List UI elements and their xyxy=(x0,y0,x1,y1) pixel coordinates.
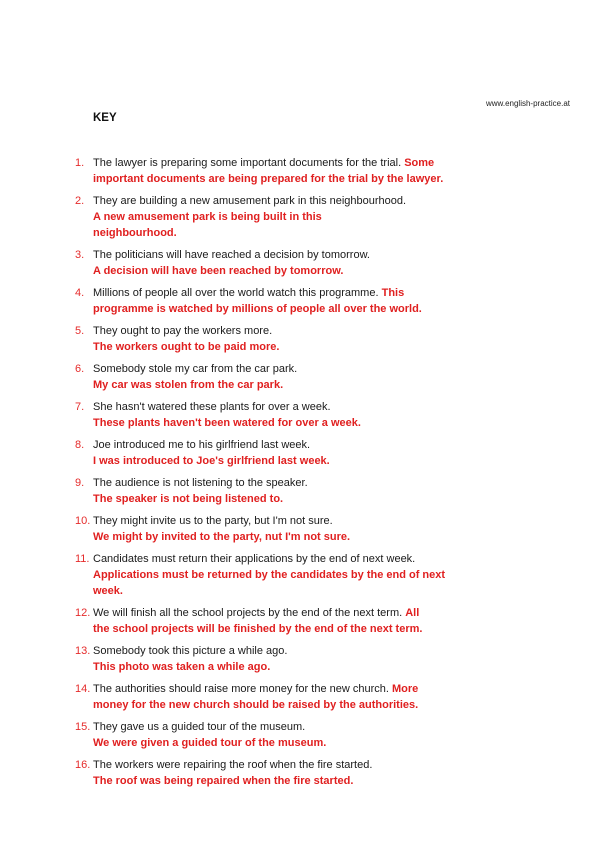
item-answer: A decision will have been reached by tomorrow. xyxy=(93,265,344,277)
item-answer: The workers ought to be paid more. xyxy=(93,341,280,353)
item-prompt: Candidates must return their applications by the end of next week. xyxy=(93,553,416,565)
item-prompt: They are building a new amusement park in this neighbourhood. xyxy=(93,195,407,207)
list-item xyxy=(75,643,515,675)
item-answer: We were given a guided tour of the museum. xyxy=(93,737,327,749)
item-number: 10. xyxy=(75,515,91,527)
item-answer-start: Some xyxy=(404,157,435,169)
item-number: 9. xyxy=(75,477,85,489)
list-item xyxy=(75,155,515,187)
item-prompt: The authorities should raise more money for the new church. xyxy=(93,683,389,695)
list-item xyxy=(75,681,515,713)
item-prompt: She hasn't watered these plants for over a week. xyxy=(93,401,331,413)
item-number: 6. xyxy=(75,363,85,375)
item-number: 1. xyxy=(75,157,85,169)
list-item xyxy=(75,247,515,279)
item-number: 4. xyxy=(75,287,85,299)
item-number: 7. xyxy=(75,401,85,413)
item-answer: Applications must be returned by the candidates by the end of next xyxy=(93,569,446,581)
item-answer: A new amusement park is being built in this xyxy=(93,211,322,223)
list-item xyxy=(75,475,515,507)
item-answer-start: More xyxy=(392,683,419,695)
list-item xyxy=(75,323,515,355)
list-item xyxy=(75,513,515,545)
item-number: 15. xyxy=(75,721,91,733)
item-answer: This photo was taken a while ago. xyxy=(93,661,271,673)
list-item xyxy=(75,361,515,393)
list-item xyxy=(75,437,515,469)
item-answer-start: All xyxy=(405,607,420,619)
website-url: www.english-practice.at xyxy=(485,99,570,108)
list-item xyxy=(75,193,515,241)
item-answer: I was introduced to Joe's girlfriend last week. xyxy=(93,455,330,467)
item-prompt: They gave us a guided tour of the museum. xyxy=(93,721,306,733)
item-number: 3. xyxy=(75,249,85,261)
list-item xyxy=(75,605,515,637)
item-prompt: The lawyer is preparing some important documents for the trial. xyxy=(93,157,402,169)
item-number: 13. xyxy=(75,645,91,657)
item-number: 16. xyxy=(75,759,91,771)
item-answer: money for the new church should be raised by the authorities. xyxy=(93,699,419,711)
item-answer: neighbourhood. xyxy=(93,227,177,239)
item-prompt: They might invite us to the party, but I'm not sure. xyxy=(93,515,333,527)
item-number: 14. xyxy=(75,683,91,695)
page-title: KEY xyxy=(93,112,117,124)
item-answer-start: This xyxy=(381,287,405,299)
item-prompt: The audience is not listening to the speaker. xyxy=(93,477,308,489)
exercise-list xyxy=(75,155,515,795)
list-item xyxy=(75,551,515,599)
item-answer: the school projects will be finished by the end of the next term. xyxy=(93,623,423,635)
item-answer: These plants haven't been watered for over a week. xyxy=(93,417,361,429)
item-answer: programme is watched by millions of people all over the world. xyxy=(93,303,422,315)
list-item xyxy=(75,719,515,751)
item-answer: important documents are being prepared for the trial by the lawyer. xyxy=(93,173,444,185)
item-prompt: Millions of people all over the world watch this programme. xyxy=(93,287,379,299)
item-number: 8. xyxy=(75,439,85,451)
item-answer: week. xyxy=(93,585,123,597)
list-item xyxy=(75,399,515,431)
item-prompt: Somebody took this picture a while ago. xyxy=(93,645,288,657)
item-number: 2. xyxy=(75,195,85,207)
item-number: 11. xyxy=(75,553,90,565)
item-prompt: The politicians will have reached a decision by tomorrow. xyxy=(93,249,370,261)
list-item xyxy=(75,757,515,789)
item-prompt: Somebody stole my car from the car park. xyxy=(93,363,298,375)
item-answer: The speaker is not being listened to. xyxy=(93,493,284,505)
list-item xyxy=(75,285,515,317)
item-answer: My car was stolen from the car park. xyxy=(93,379,284,391)
item-prompt: They ought to pay the workers more. xyxy=(93,325,273,337)
item-number: 12. xyxy=(75,607,91,619)
item-prompt: Joe introduced me to his girlfriend last week. xyxy=(93,439,311,451)
item-prompt: The workers were repairing the roof when the fire started. xyxy=(93,759,373,771)
item-number: 5. xyxy=(75,325,85,337)
item-answer: We might by invited to the party, nut I'm not sure. xyxy=(93,531,351,543)
item-answer: The roof was being repaired when the fire started. xyxy=(93,775,354,787)
item-prompt: We will finish all the school projects by the end of the next term. xyxy=(93,607,403,619)
